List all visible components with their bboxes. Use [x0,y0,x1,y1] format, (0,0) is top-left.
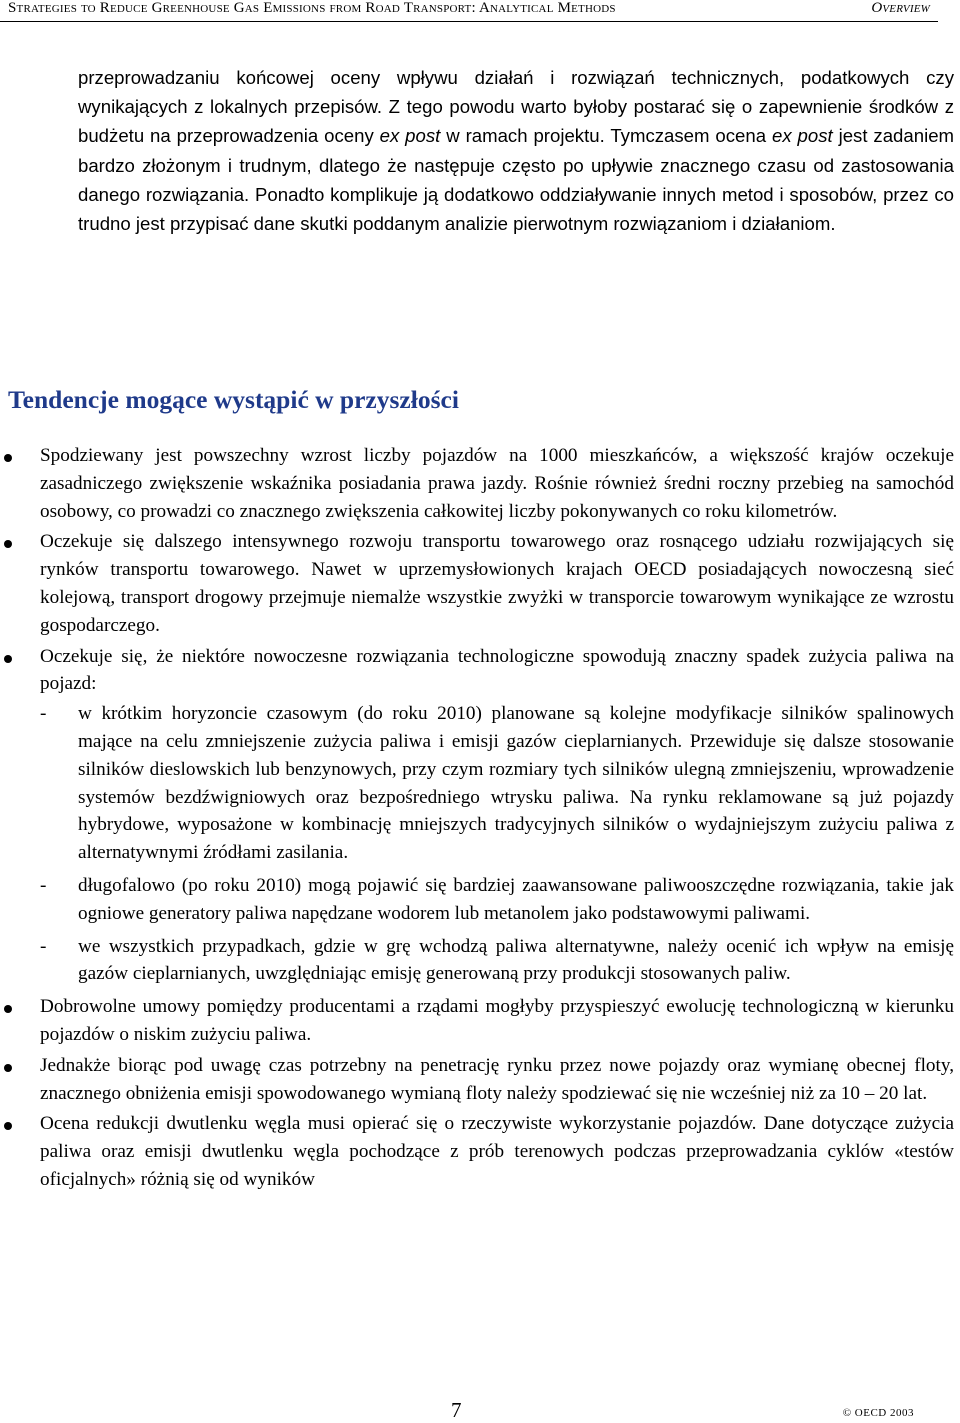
intro-text-3: jest zadaniem bardzo złożonym i trudnym, dlatego że następuje często po upływie znacznego czasu od zastosowania danego rozwiązania. Ponadto komplikuje ją dodatkowo oddziaływanie innych metod i sposobów, przez co trudno jest przypisać dane skutki poddanym analizie pierwotnym rozwiązaniom i działaniom. [78,125,955,235]
intro-paragraph [78,63,954,238]
page-number: 7 [451,1398,462,1422]
sub-list-item-text: we wszystkich przypadkach, gdzie w grę wchodzą paliwa alternatywne, należy ocenić ich wpływ na emisję gazów cieplarnianych, uwzględniając emisję generowaną przy produkcji stosowanych paliw. [78,935,954,985]
header-section: Overview [871,0,930,16]
list-item [0,1052,954,1108]
list-item-text: Ocena redukcji dwutlenku węgla musi opierać się o rzeczywiste wykorzystanie pojazdów. Dane dotyczące zużycia paliwa oraz emisji dwutlenku węgla pochodzące z prób terenowych podczas przeprowadzania cyklów «testów oficjalnych» różnią się od wyników [40,1113,954,1190]
copyright-notice: © OECD 2003 [842,1407,914,1419]
list-item [0,643,954,989]
dash-icon: - [40,703,47,725]
list-item-text: Spodziewany jest powszechny wzrost liczby pojazdów na 1000 mieszkańców, a większość krajów oczekuje zasadniczego zwiększenie wskaźnika posiadania prawa jazdy. Rośnie również średni roczny przebieg na samochód osobowy, co prowadzi co znacznego zwiększenia całkowitej liczby pokonywanych co roku kilometrów. [40,445,954,522]
running-header [8,0,930,20]
intro-ex-post-2: ex post [771,125,833,147]
dash-icon: - [40,935,47,957]
sub-list-item [0,933,954,989]
sub-list-item [0,872,954,928]
sub-list-item-text: długofalowo (po roku 2010) mogą pojawić się bardziej zaawansowane paliwooszczędne rozwiązania, takie jak ogniowe generatory paliwa napędzane wodorem lub metanolem jako podstawowymi paliwami. [78,874,954,924]
bullet-icon [4,454,12,462]
bullet-icon [4,1122,12,1130]
list-item [0,993,954,1049]
bullet-icon [4,540,12,548]
header-title: Strategies to Reduce Greenhouse Gas Emissions from Road Transport: Analytical Methods [8,0,616,16]
bullet-list [0,442,960,1197]
list-item-text: Oczekuje się, że niektóre nowoczesne rozwiązania technologiczne spowodują znaczny spadek zużycia paliwa na pojazd: [40,645,954,695]
list-item-text: Oczekuje się dalszego intensywnego rozwoju transportu towarowego oraz rosnącego udziału rozwijających się rynków transportu towarowego. Nawet w uprzemysłowionych krajach OECD posiadających nowoczesną sieć kolejową, transport drogowy przejmuje niemalże wszystkie zwyżki w transporcie towarowym wynikające ze wzrostu gospodarczego. [40,531,954,636]
list-item-text: Dobrowolne umowy pomiędzy producentami a rządami mogłyby przyspieszyć ewolucję technologiczną w kierunku pojazdów o niskim zużyciu paliwa. [40,996,954,1045]
list-item [0,1110,954,1193]
section-heading: Tendencje mogące wystąpić w przyszłości [8,385,459,414]
intro-text-1: przeprowadzaniu końcowej oceny wpływu działań i rozwiązań technicznych, podatkowych czy wynikających z lokalnych przepisów. Z tego powodu warto byłoby postarać się o zapewnienie środków z budżetu na przeprowadzenia oceny [78,67,954,147]
list-item [0,442,954,525]
sub-list-item [0,700,954,867]
sub-list-item-text: w krótkim horyzoncie czasowym (do roku 2010) planowane są kolejne modyfikacje silników spalinowych mające na celu zmniejszenie zużycia paliwa i emisji gazów cieplarnianych. Przewiduje się dalsze stosowanie silników dieslowskich lub benzynowych, przy czym rozmiary tych silników ulegną zmniejszeniu, wprowadzenie systemów bezdźwigniowych oraz bezpośredniego wtrysku paliwa. Na rynku reklamowane są już pojazdy hybrydowe, wyposażone w kombinację mniejszych tradycyjnych silników o wydajniejszym zużyciu paliwa z alternatywnymi źródłami zasilania. [78,703,954,864]
list-item [0,528,954,639]
header-rule [0,21,938,22]
bullet-icon [4,655,12,663]
bullet-icon [4,1064,12,1072]
intro-text-2: w ramach projektu. Tymczasem ocena [446,125,767,147]
bullet-icon [4,1005,12,1013]
list-item-text: Jednakże biorąc pod uwagę czas potrzebny na penetrację rynku przez nowe pojazdy oraz wymianę obecnej floty, znacznego obniżenia emisji spowodowanego wymianą floty należy spodziewać się nie wcześniej niż za 10 – 20 lat. [40,1054,954,1104]
intro-ex-post-1: ex post [379,125,441,147]
dash-icon: - [40,874,47,896]
